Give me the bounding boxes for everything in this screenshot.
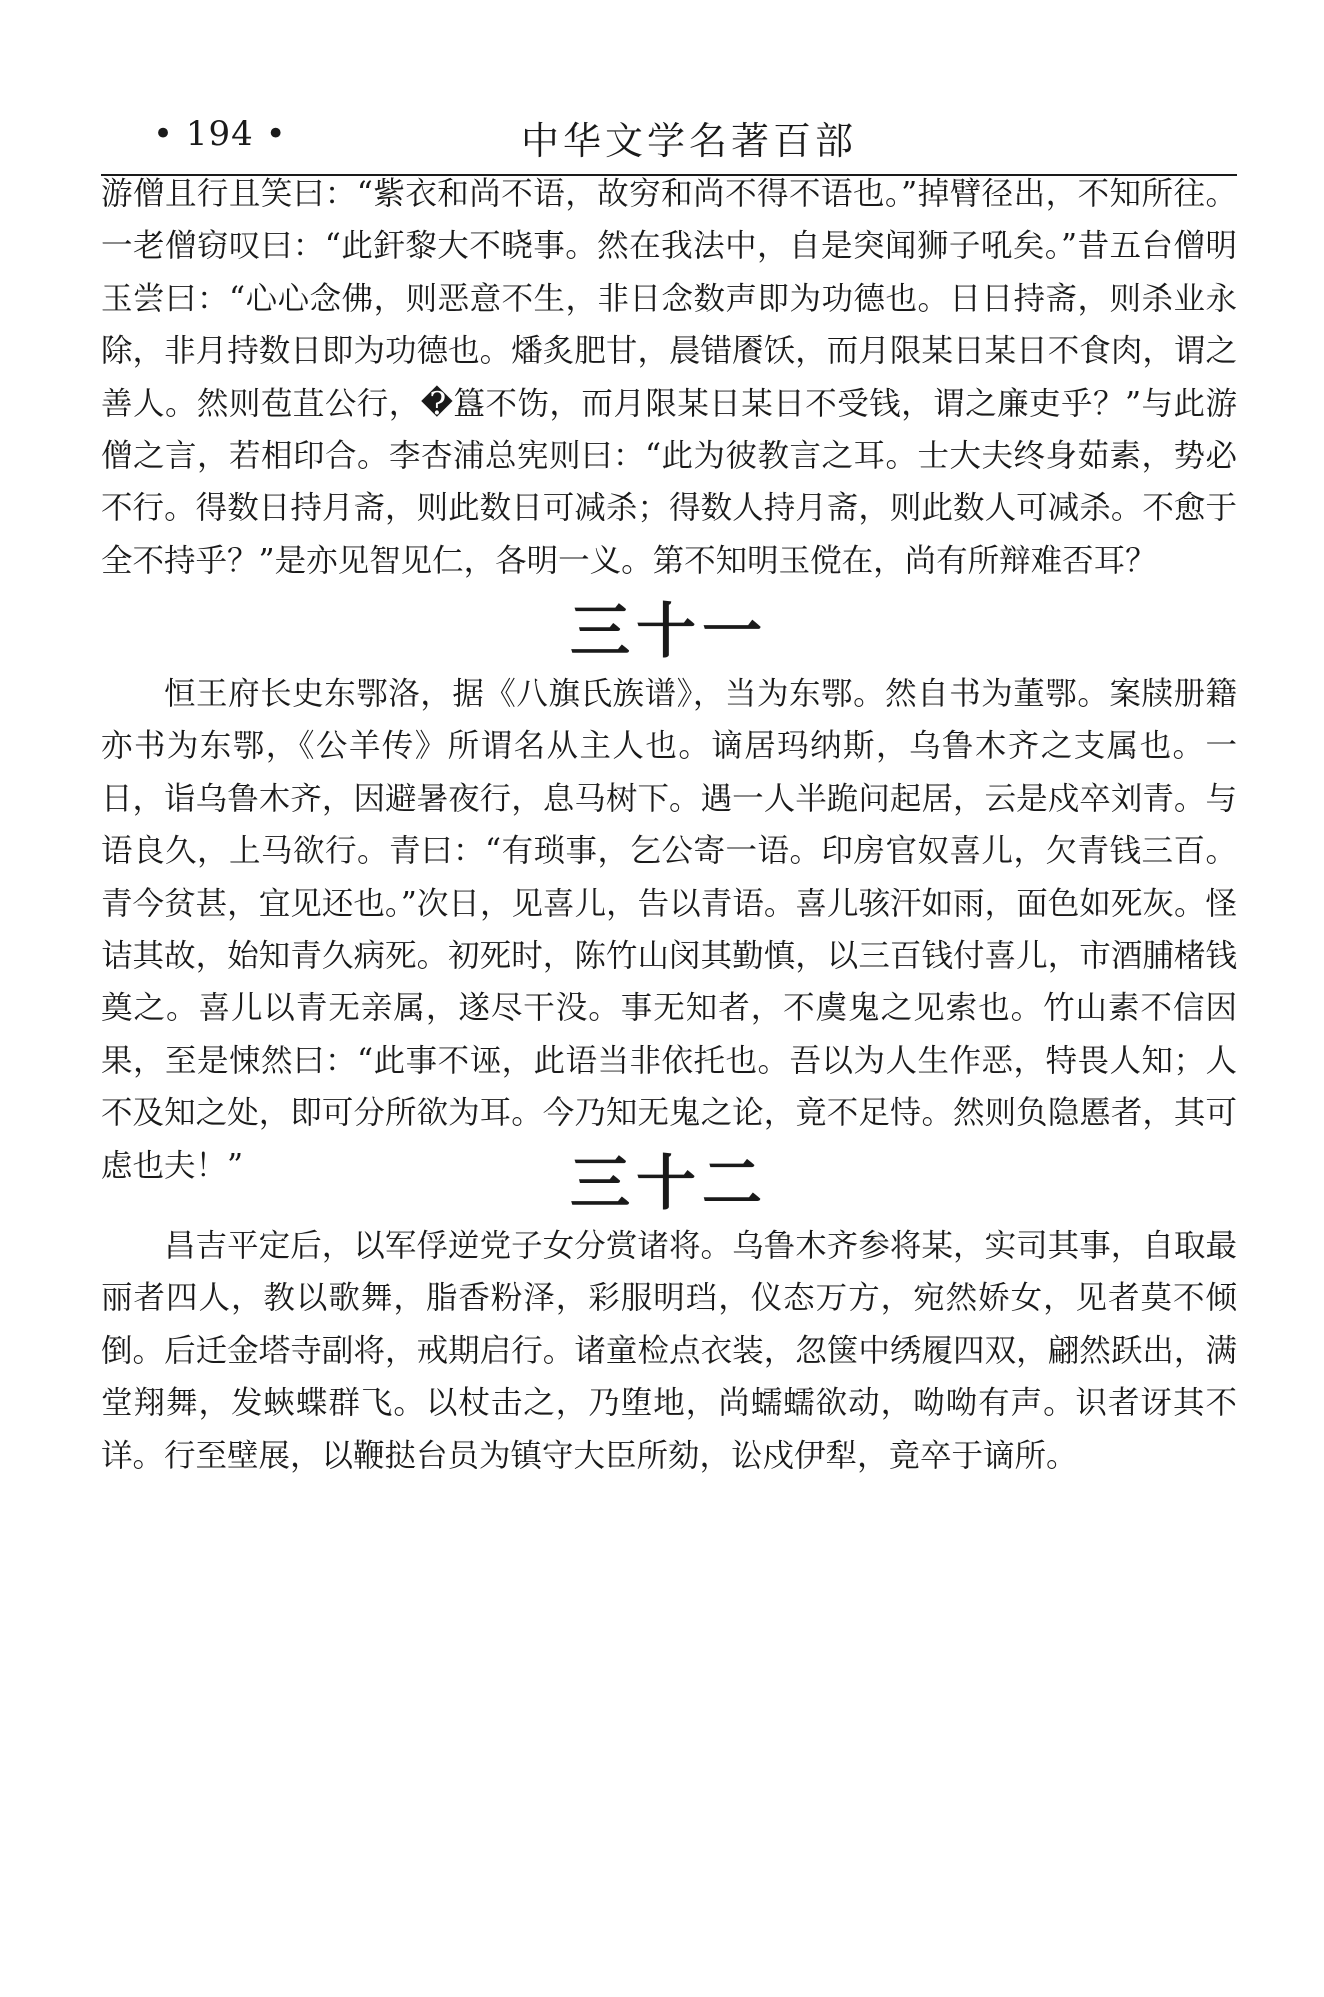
section-31-text xyxy=(101,668,1237,1192)
section-heading-32: 三十二 xyxy=(570,1149,768,1219)
intro-paragraph: 游僧且行且笑曰：“紫衣和尚不语，故穷和尚不得不语也。”掉臂径出，不知所往。一老僧窃叹曰：“此釬黎大不晓事。然在我法中，自是突闻狮子吼矣。”昔五台僧明玉尝曰：“心心念佛，则恶意不生，非日念数声即为功德也。日日持斋，则杀业永除，非月持数日即为功德也。燔炙肥甘，晨错餍饫，而月限某日某日不食肉，谓之善人。然则苞苴公行，�簋不饬，而月限某日某日不受钱，谓之廉吏乎？”与此游僧之言，若相印合。李杏浦总宪则曰：“此为彼教言之耳。士大夫终身茹素，势必不行。得数日持月斋，则此数日可减杀；得数人持月斋，则此数人可减杀。不愈于全不持乎？”是亦见智见仁，各明一义。第不知明玉傥在，尚有所辩难否耳？ xyxy=(101,176,1237,579)
page-number: • 194 • xyxy=(153,114,287,154)
section-31-paragraph: 恒王府长史东鄂洛，据《八旗氏族谱》，当为东鄂。然自书为董鄂。案牍册籍亦书为东鄂，《公羊传》所谓名从主人也。谪居玛纳斯，乌鲁木齐之支属也。一日，诣乌鲁木齐，因避暑夜行，息马树下。遇一人半跪问起居，云是戍卒刘青。与语良久，上马欲行。青曰：“有琐事，乞公寄一语。印房官奴喜儿，欠青钱三百。青今贫甚，宜见还也。”次日，见喜儿，告以青语。喜儿骇汗如雨，面色如死灰。怪诘其故，始知青久病死。初死时，陈竹山闵其勤慎，以三百钱付喜儿，市酒脯楮钱奠之。喜儿以青无亲属，遂尽干没。事无知者，不虞鬼之见索也。竹山素不信因果，至是悚然曰：“此事不诬，此语当非依托也。吾以为人生作恶，特畏人知；人不及知之处，即可分所欲为耳。今乃知无鬼之论，竟不足恃。然则负隐慝者，其可虑也夫！” xyxy=(101,676,1237,1184)
section-32-text xyxy=(101,1220,1237,1482)
section-32-paragraph: 昌吉平定后，以军俘逆党子女分赏诸将。乌鲁木齐参将某，实司其事，自取最丽者四人，教以歌舞，脂香粉泽，彩服明珰，仪态万方，宛然娇女，见者莫不倾倒。后迁金塔寺副将，戒期启行。诸童检点衣装，忽箧中绣履四双，翩然跃出，满堂翔舞，发蛺蝶群飞。以杖击之，乃堕地，尚蠕蠕欲动，呦呦有声。识者讶其不详。行至壁展，以鞭挞台员为镇守大臣所劾，讼戍伊犁，竟卒于谪所。 xyxy=(101,1228,1237,1474)
book-title: 中华文学名著百部 xyxy=(521,119,858,163)
intro-text xyxy=(101,168,1237,587)
section-heading-31: 三十一 xyxy=(570,597,768,667)
page-header xyxy=(101,108,1237,176)
